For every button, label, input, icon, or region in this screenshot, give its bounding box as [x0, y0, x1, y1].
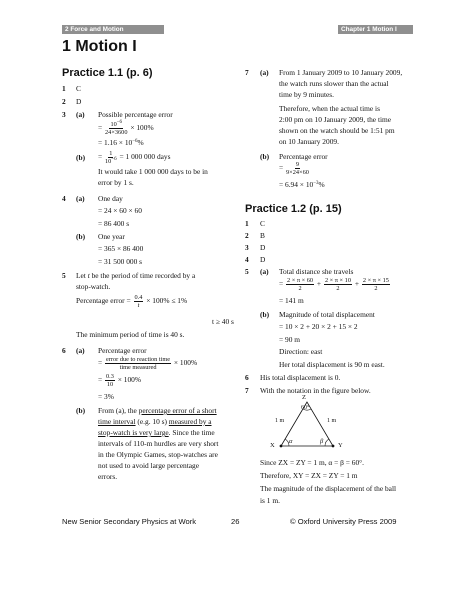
section-heading-practice-1-1: Practice 1.1 (p. 6) — [62, 67, 153, 79]
q6b-line3: stop-watch is very large. Since the time — [98, 428, 215, 437]
answer-1: 1 C — [62, 84, 81, 93]
p5-label: 5 — [245, 267, 249, 276]
p12-answer-2: 2 B — [245, 231, 265, 240]
q7-label: 7 — [245, 68, 249, 77]
q3b-line2: It would take 1 000 000 days to be in — [98, 167, 208, 176]
p6-label: 6 — [245, 373, 249, 382]
q7a-line6: shown on the watch should be 1:51 pm — [279, 126, 395, 135]
q3a-line1: Possible percentage error — [98, 110, 173, 119]
p7-line2: Since ZX = ZY = 1 m, α = β = 60°. — [260, 458, 364, 467]
q7b-tag: (b) — [260, 152, 270, 161]
q4-label: 4 — [62, 194, 66, 203]
q5-line1: Let t be the period of time recorded by a — [76, 271, 196, 280]
q6b-line4: intervals of 110-m hurdles are very short — [98, 439, 219, 448]
label-left-side: 1 m — [275, 418, 285, 424]
q7b-line1: Percentage error — [279, 152, 328, 161]
q6b-line6: not used to avoid large percentage — [98, 461, 200, 470]
p5b-tag: (b) — [260, 310, 270, 319]
point-x — [280, 445, 283, 448]
p7-line4: The magnitude of the displacement of the ball — [260, 484, 397, 493]
section-heading-practice-1-2: Practice 1.2 (p. 15) — [245, 203, 342, 215]
q3a-equation: = $\frac{10^{-6}}{24\times 3600}$ × 100% — [98, 120, 154, 136]
label-y: Y — [338, 442, 343, 449]
p5a-result: = 141 m — [279, 296, 304, 305]
label-z: Z — [302, 394, 306, 401]
p5a-line1: Total distance she travels — [279, 267, 354, 276]
q5-result: t ≥ 40 s — [212, 317, 234, 326]
footer-right: © Oxford University Press 2009 — [290, 517, 397, 526]
q5-line2: stop-watch. — [76, 282, 111, 291]
q4a-line3: = 86 400 s — [98, 219, 130, 228]
q4b-tag: (b) — [76, 232, 86, 241]
q4a-line2: = 24 × 60 × 60 — [98, 206, 142, 215]
q7a-line2: the watch runs slower than the actual — [279, 79, 389, 88]
p5b-line5: Her total displacement is 90 m east. — [279, 360, 385, 369]
p6-text: His total displacement is 0. — [260, 373, 341, 382]
q7b-result: = $6.94 \times 10^{-3}\%$ — [279, 180, 325, 189]
q4a-line1: One day — [98, 194, 123, 203]
footer-page-number: 26 — [231, 517, 240, 526]
q4b-line2: = 365 × 86 400 — [98, 244, 144, 253]
q6b-line5: in the Olympic Games, stop-watches are — [98, 450, 218, 459]
q6a-equation1: = $\frac{\text{error due to reaction time}}{\text{time measured}}$ × 100% — [98, 356, 198, 371]
point-y — [332, 445, 335, 448]
p7-line5: is 1 m. — [260, 496, 280, 505]
q6b-tag: (b) — [76, 406, 86, 415]
p12-answer-4: 4 D — [245, 255, 266, 264]
p5b-line4: Direction: east — [279, 347, 323, 356]
angle-beta-arc — [325, 439, 329, 446]
header-left: 2 Force and Motion — [62, 25, 164, 34]
q3b-equation: = $\frac{1}{10^{-6}}$ = 1 000 000 days — [98, 150, 171, 165]
q7a-tag: (a) — [260, 68, 269, 77]
q5-label: 5 — [62, 271, 66, 280]
label-right-side: 1 m — [327, 418, 337, 424]
q7a-line1: From 1 January 2009 to 10 January 2009, — [279, 68, 403, 77]
q3b-line3: error by 1 s. — [98, 178, 134, 187]
q6b-line1: From (a), the percentage error of a short — [98, 406, 217, 415]
p5a-equation: = $\frac{2 \times \pi \times 60}{2}$ + $\frac{2 \times \pi \times 10}{2}$ + $\frac{2 \times \pi \times 15}{2}$ — [279, 277, 389, 292]
footer-left: New Senior Secondary Physics at Work — [62, 517, 197, 526]
q6a-line1: Percentage error — [98, 346, 147, 355]
q4b-line3: = 31 500 000 s — [98, 257, 142, 266]
q3b-tag: (b) — [76, 153, 86, 162]
q7a-line5: 2:00 pm on 10 January 2009, the time — [279, 115, 392, 124]
q6a-equation2: = $\frac{0.3}{10}$ × 100% — [98, 373, 142, 388]
q4b-line1: One year — [98, 232, 125, 241]
p7-text: With the notation in the figure below. — [260, 386, 371, 395]
q3-label: 3 — [62, 110, 66, 119]
q6b-line7: errors. — [98, 472, 118, 481]
q6-label: 6 — [62, 346, 66, 355]
q7a-line7: on 10 January 2009. — [279, 137, 339, 146]
answer-2: 2 D — [62, 97, 82, 106]
p5b-line1: Magnitude of total displacement — [279, 310, 375, 319]
p7-label: 7 — [245, 386, 249, 395]
q4a-tag: (a) — [76, 194, 85, 203]
q7a-line3: time by 9 minutes. — [279, 90, 335, 99]
q7a-line4: Therefore, when the actual time is — [279, 104, 380, 113]
label-angle: 60° — [301, 405, 310, 411]
p12-answer-3: 3 D — [245, 243, 266, 252]
q3a-tag: (a) — [76, 110, 85, 119]
q3a-result: = $1.16 \times 10^{-6}\%$ — [98, 138, 144, 147]
triangle-figure — [267, 394, 347, 452]
q5-minimum: The minimum period of time is 40 s. — [76, 330, 185, 339]
label-x: X — [270, 442, 275, 449]
label-beta: β — [320, 438, 324, 445]
label-alpha: α — [289, 438, 293, 445]
q6a-result: = 3% — [98, 392, 114, 401]
p7-line3: Therefore, XY = ZX = ZY = 1 m — [260, 471, 358, 480]
q6a-tag: (a) — [76, 346, 85, 355]
p5b-line2: = 10 × 2 + 20 × 2 + 15 × 2 — [279, 322, 358, 331]
q5-percentage-error: Percentage error = $\frac{0.4}{t}$ × 100% ≤ 1% — [76, 294, 188, 309]
q7b-equation: = $\frac{9}{9\times 24\times 60}$ — [279, 161, 309, 176]
p12-answer-1: 1 C — [245, 219, 265, 228]
q6b-line2: time interval (e.g. 10 s) measured by a — [98, 417, 212, 426]
header-right: Chapter 1 Motion I — [338, 25, 413, 34]
page-title: 1 Motion I — [62, 38, 137, 55]
p5b-line3: = 90 m — [279, 335, 301, 344]
p5a-tag: (a) — [260, 267, 269, 276]
